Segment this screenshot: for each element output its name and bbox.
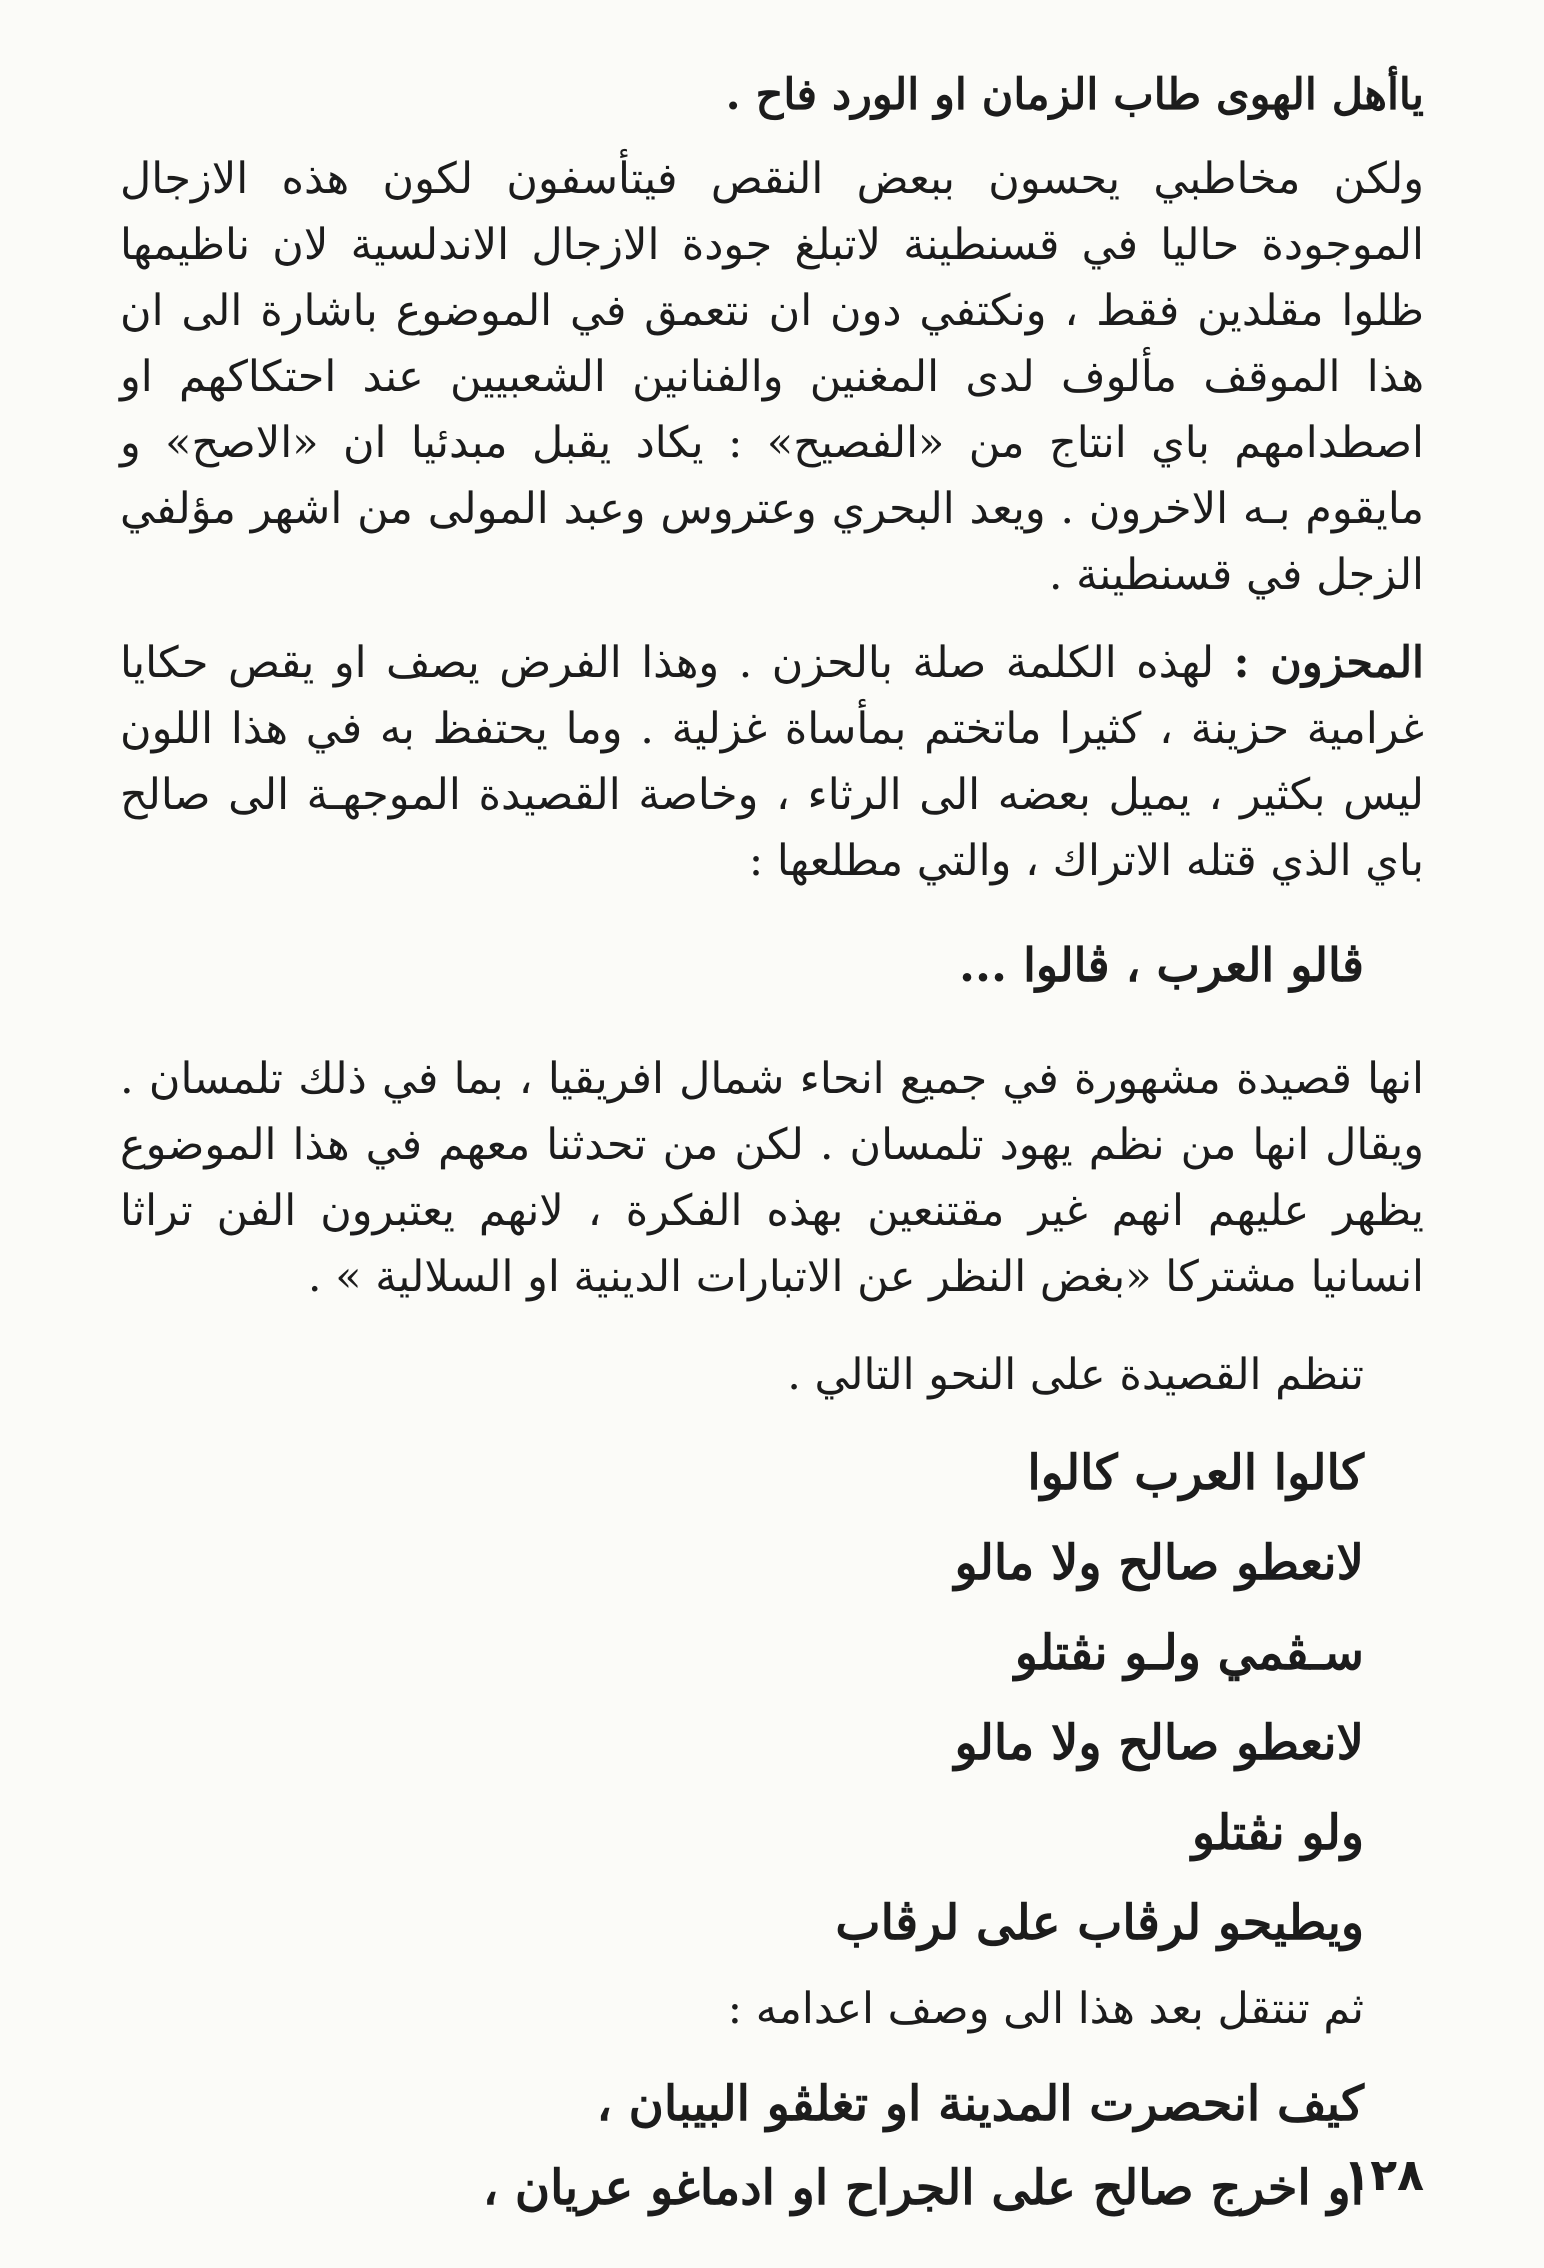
poem-intro-1: تنظم القصيدة على النحو التالي . [787,1350,1364,1400]
verse-line: كيف انحصرت المدينة او تغلڨو البيبان ، [596,2076,1364,2132]
verse-line: ويطيحو لرڨاب على لرڨاب [835,1895,1364,1951]
section-term: المحزون : [1233,638,1424,688]
poem-title: ڨالو العرب ، ڨالوا ... [959,938,1364,992]
paragraph-mahzoun-text: لهذه الكلمة صلة بالحزن . وهذا الفرض يصف او يقص حكايا غرامية حزينة ، كثيرا ماتختم بمأساة غزلية . وما يحتفظ به في هذا اللون ليس بكثير ، يميل بعضه الى الرثاء ، وخاصة القصيدة الموجهـة الى صالح باي الذي قتله الاتراك ، والتي مطلعها : [120,638,1424,886]
poem-intro-2: ثم تنتقل بعد هذا الى وصف اعدامه : [727,1984,1364,2034]
verse-line: لانعطو صالح ولا مالو [954,1715,1364,1771]
verse-line: ولو نڨتلو [1191,1805,1364,1861]
verse-line: لانعطو صالح ولا مالو [954,1535,1364,1591]
paragraph-zajal: ولكن مخاطبي يحسون ببعض النقص فيتأسفون لكون هذه الازجال الموجودة حاليا في قسنطينة لاتبلغ جودة الازجال الاندلسية لان ناظيمها ظلوا مقلدين فقط ، ونكتفي دون ان نتعمق في الموضوع باشارة الى ان هذا الموقف مألوف لدى المغنين والفنانين الشعبيين عند احتكاكهم او اصطدامهم باي انتاج من «الفصيح» : يكاد يقبل مبدئيا ان «الاصح» و مايقوم بـه الاخرون . ويعد البحري وعتروس وعبد المولى من اشهر مؤلفي الزجل في قسنطينة . [120,154,1424,600]
verse-line: او اخرج صالح على الجراح او ادماغو عريان ، [482,2160,1364,2216]
verse-line: سـڨمي ولـو نڨتلو [1014,1625,1364,1681]
verse-line: كالوا العرب كالوا [1027,1445,1364,1501]
paragraph-tlemcen: انها قصيدة مشهورة في جميع انحاء شمال افريقيا ، بما في ذلك تلمسان . ويقال انها من نظم يهود تلمسان . لكن من تحدثنا معهم في هذا الموضوع يظهر عليهم انهم غير مقتنعين بهذه الفكرة ، لانهم يعتبرون الفن تراثا انسانيا مشتركا «بغض النظر عن الاتبارات الدينية او السلالية » . [120,1054,1424,1302]
paragraph-mahzoun [120,630,1424,894]
poem-verses-2 [120,2062,1424,2230]
opening-verse-line: ياأهل الهوى طاب الزمان او الورد فاح . [725,70,1424,120]
poem-verses-1 [120,1428,1424,1968]
page-number: ١٢٨ [1343,2150,1424,2201]
